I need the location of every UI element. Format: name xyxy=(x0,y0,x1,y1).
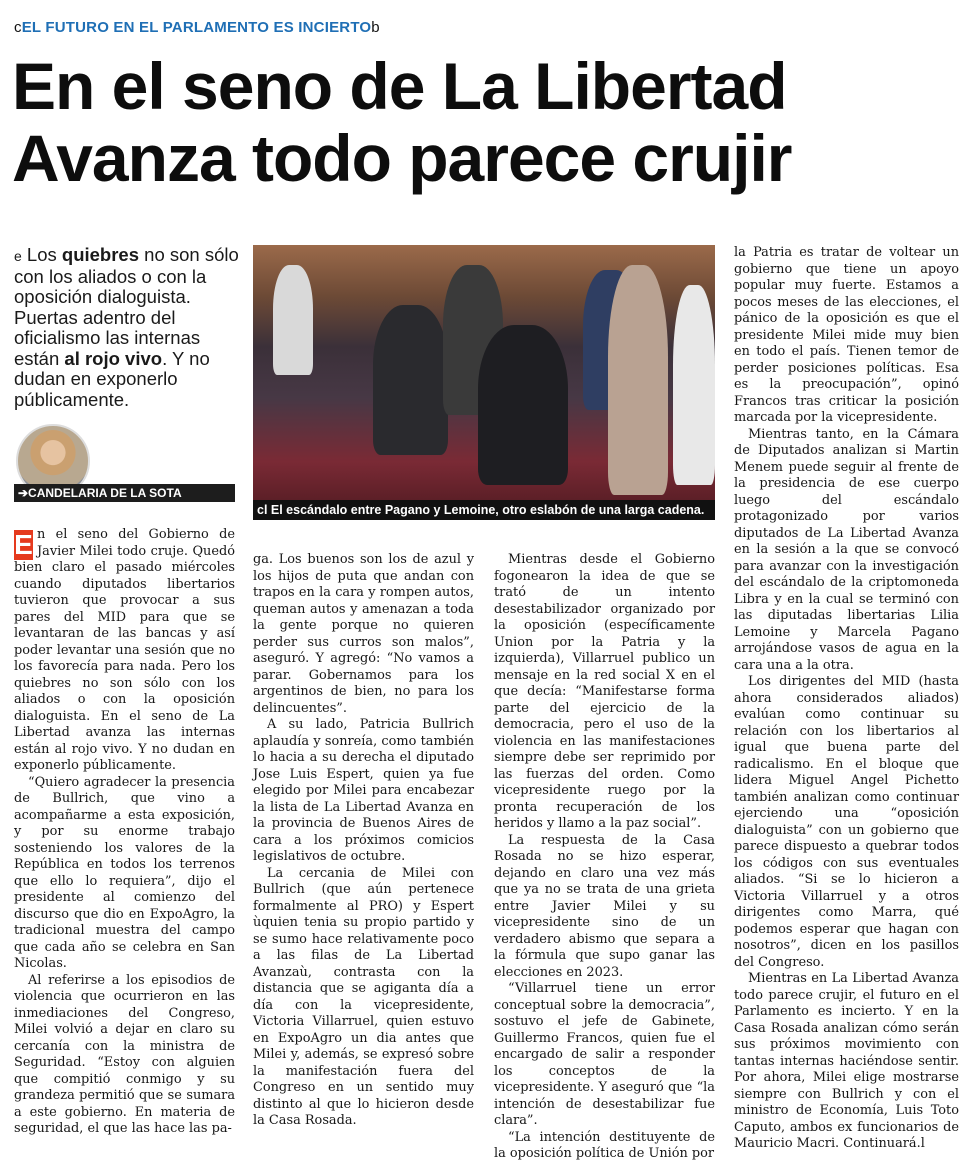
paragraph: ga. Los buenos son los de azul y los hijos de puta que andan con trapos en la cara y rompen autos, queman autos y amenazan a toda la gente porque no quieren perder sus curros son malos”, aseguró. Y agregó: “No vamos a parar. Gobernamos para los argentinos de bien, no para los delincuentes”. xyxy=(253,552,474,716)
paragraph: Los dirigentes del MID (hasta ahora considerados aliados) evalúan como continuar su relación con los libertarios al igual que buena parte del radicalismo. En el bloque que lidera Miguel Angel Pichetto también analizan como continuar ejerciendo una “oposición dialoguista” con un gobierno que parece dispuesto a quebrar todos los códigos con sus eventuales aliados. “Si se lo hicieron a Victoria Villarruel y a otros dirigentes como Marra, qué podemos esperar que hagan con nosotros”, dicen en los pasillos del Congreso. xyxy=(734,674,959,970)
kicker-text: EL FUTURO EN EL PARLAMENTO ES INCIERTO xyxy=(21,19,372,36)
article-column-1 xyxy=(14,527,235,1138)
photo-figure xyxy=(373,305,448,455)
photo-figure xyxy=(673,285,715,485)
paragraph: La respuesta de la Casa Rosada no se hizo esperar, dejando en claro una vez más que ya no se trata de una grieta entre Javier Milei y su vicepresidente sino de un verdadero abismo que separa a la fórmula que supo ganar las elecciones en 2023. xyxy=(494,832,715,980)
paragraph-text: n el seno del Gobierno de Javier Milei todo cruje. Quedó bien claro el pasado miércoles cuando diputados libertarios tuvieron que provocar a sus pares del MID para que se levantaran de las bancas y así poder levantar una sesión que no los favorecía para nada. Pero los quiebres no son sólo con los aliados o con la oposición dialoguista. En el seno de La Libertad avanza las internas están al rojo vivo. Y no dudan en exponerlo públicamente. xyxy=(14,527,235,773)
kicker-open-glyph: c xyxy=(14,19,22,36)
paragraph: “Quiero agradecer la presencia de Bullrich, que vino a acompañarme a esta exposición, y por su enorme trabajo sosteniendo los valores de la República en todos los terrenos que ello lo requiera”, dijo el presidente al comienzo del discurso que dio en ExpoAgro, la tradicional muestra del campo que cada año se celebra en San Nicolas. xyxy=(14,774,235,971)
paragraph: A su lado, Patricia Bullrich aplaudía y sonreía, como también lo hacia a su derecha el diputado Jose Luis Espert, quien ya fue elegido por Milei para encabezar la lista de La Libertad Avanza en la provincia de Buenos Aires de cara a los próximos comicios legislativos de octubre. xyxy=(253,717,474,864)
drop-cap: E xyxy=(14,529,33,560)
photo-caption: cl El escándalo entre Pagano y Lemoine, otro eslabón de una larga cadena. xyxy=(253,500,715,520)
section-kicker xyxy=(14,19,380,36)
news-photo xyxy=(253,245,715,500)
author-byline: ➔CANDELARIA DE LA SOTA xyxy=(14,484,235,502)
article-column-2 xyxy=(253,552,474,1130)
summary-bold-2: al rojo vivo xyxy=(64,347,163,369)
photo-figure xyxy=(273,265,313,375)
paragraph: Mientras en La Libertad Avanza todo parece crujir, el futuro en el Parlamento es incierto. Y en la Casa Rosada analizan cómo serán sus próximos movimiento con tantas internas haciéndose sentir. Por ahora, Milei elige mostrarse siempre con Bullrich y con el ministro de Economía, Luis Toto Caputo, ambos ex funcionarios de Mauricio Macri. Continuará.l xyxy=(734,971,959,1151)
summary-glyph: e xyxy=(14,248,22,264)
photo-figure xyxy=(478,325,568,485)
paragraph: La cercania de Milei con Bullrich (que aún pertenece formalmente al PRO) y Espert ùquien tenia su propio partido y se sumo hace relativamente poco a las filas de La Libertad Avanzaù, contrasta con la distancia que se agiganta día a día con la vicepresidente, Victoria Villarruel, quien estuvo en ExpoAgro un dia antes que Milei y, además, se expresó sobre la manifestación fuera del Congreso en un sentido muy distinto al que lo hicieron desde la Casa Rosada. xyxy=(253,865,474,1128)
paragraph: “Villarruel tiene un error conceptual sobre la democracia”, sostuvo el jefe de Gabinete, Guillermo Francos, quien fue el encargado de salir a responder los conceptos de la vicepresidente. Y aseguró que “la intención de desestabilizar fue clara”. xyxy=(494,981,715,1128)
paragraph: Mientras tanto, en la Cámara de Diputados analizan si Martin Menem puede seguir al frente de la presidencia de ese cuerpo luego del escándalo protagonizado por varios diputados de La Libertad Avanza en la sesión a la que se convocó para avanzar con la investigación del escándalo de la criptomoneda Libra y en la cual se terminó con las diputadas libertarias Lilia Lemoine y Marcela Pagano arrojándose vasos de agua en la cara una a la otra. xyxy=(734,426,959,673)
headline-line-1: En el seno de La Libertad xyxy=(12,49,787,123)
photo-figure xyxy=(608,265,668,495)
summary-bold-1: quiebres xyxy=(61,244,140,265)
summary-text-3: . Y no dudan en exponerlo públicamente. xyxy=(14,347,210,410)
paragraph: Mientras desde el Gobierno fogonearon la idea de que se trató de un intento desestabilizador organizado por la oposición (específicamente Union por la Patria y la izquierda), Villarruel publico un mensaje en la red social X en el que decía: “Manifestarse forma parte del ejercicio de la democracia, pero el uso de la violencia en las manifestaciones siempre debe ser reprimido por las fuerzas del orden. Como vicepresidente ruego por la pronta recuperación de los heridos y llamo a la paz social”. xyxy=(494,552,715,831)
paragraph: “La intención destituyente de la oposición política de Unión por xyxy=(494,1129,715,1161)
summary-text-2: no son sólo con los aliados o con la oposición dialoguista. Puertas adentro del oficialismo las internas están xyxy=(14,244,239,369)
headline xyxy=(12,50,962,194)
article-column-3 xyxy=(494,552,715,1163)
paragraph xyxy=(14,527,235,775)
paragraph: Al referirse a los episodios de violencia que ocurrieron en las inmediaciones del Congreso, Milei volvió a dejar en claro su cercanía con la ministra de Seguridad. “Estoy con alguien que compitió conmigo y su grandeza permitió que se sumara a este gobierno. En materia de seguridad, el que las hace las pa- xyxy=(14,972,235,1136)
paragraph: la Patria es tratar de voltear un gobierno que tiene un apoyo popular muy fuerte. Estamos a pocos meses de las elecciones, el pánico de la oposición es que el presidente Milei mide muy bien en todo el país. Tienen temor de perder posiciones políticas. Esa es la preocupación”, opinó Francos tras criticar la posición marcada por la vicepresidente. xyxy=(734,245,959,425)
kicker-close-glyph: b xyxy=(371,19,380,36)
summary-lede xyxy=(14,245,239,410)
summary-text-1: Los xyxy=(21,244,62,265)
headline-line-2: Avanza todo parece crujir xyxy=(12,121,792,195)
article-column-4 xyxy=(734,245,959,1153)
